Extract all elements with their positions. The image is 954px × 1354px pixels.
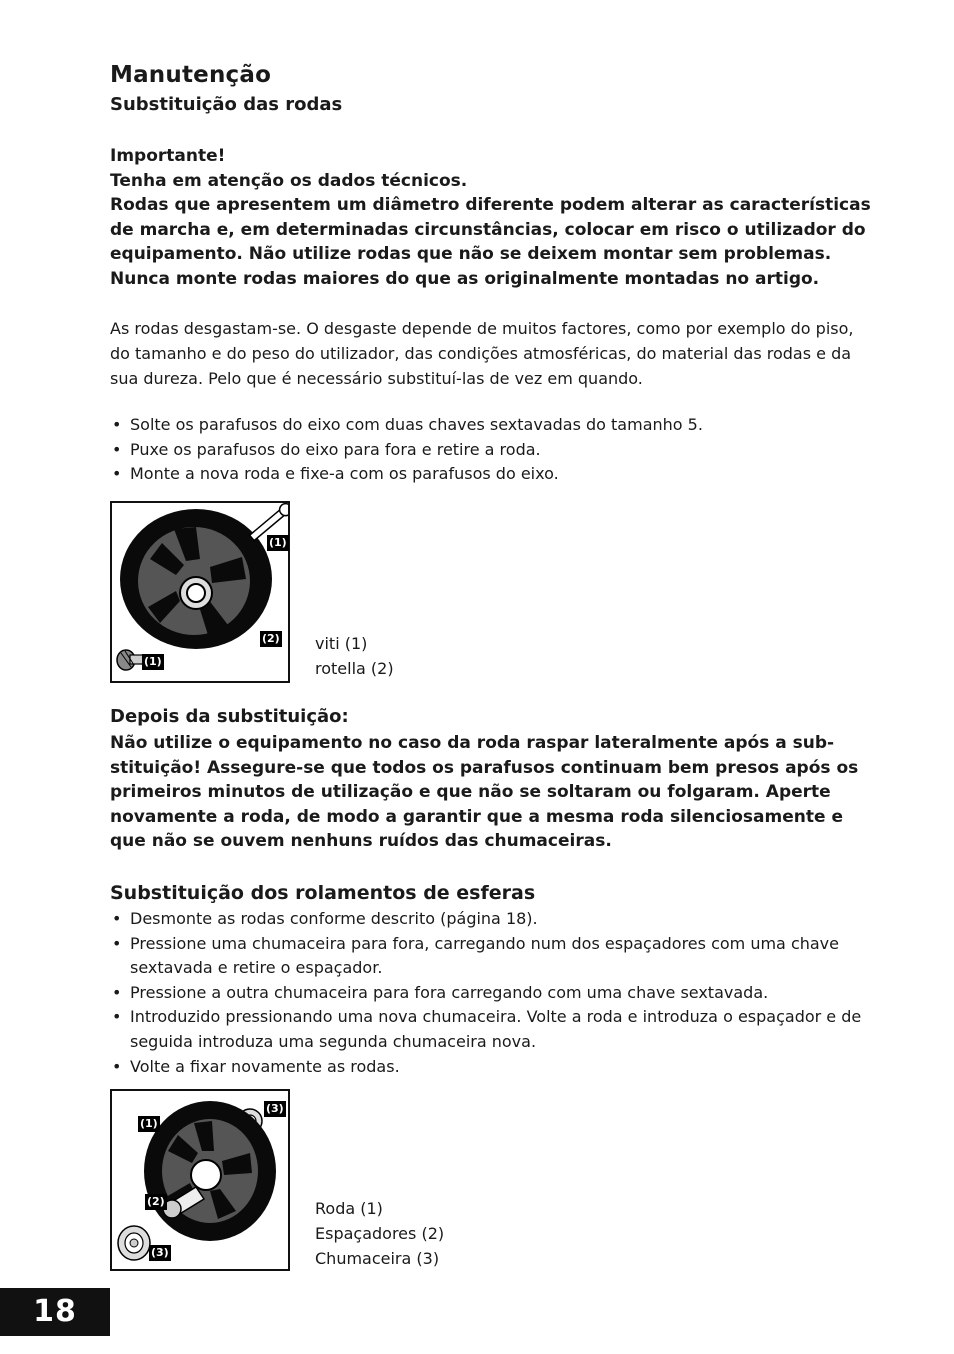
marker-1-label: (1) bbox=[269, 536, 287, 549]
caption-line: rotella (2) bbox=[315, 659, 394, 678]
section-heading-bearings: Substituição dos rolamentos de esferas bbox=[110, 882, 536, 904]
after-replacement-warning bbox=[110, 731, 900, 854]
important-line: Nunca monte rodas maiores do que as originalmente montadas no artigo. bbox=[110, 268, 820, 289]
intro-line: As rodas desgastam-se. O desgaste depende de muitos factores, como por exemplo do piso, bbox=[110, 319, 854, 338]
list-item bbox=[110, 932, 861, 981]
list-item-line: Introduzido pressionando uma nova chumaceira. Volte a roda e introduza o espaçador e de bbox=[130, 1007, 862, 1027]
figure2-caption bbox=[315, 1196, 444, 1271]
list-item bbox=[110, 907, 861, 932]
important-line: Importante! bbox=[110, 146, 226, 166]
warning-line: primeiros minutos de utilização e que não se soltaram ou folgaram. Aperte bbox=[110, 782, 831, 803]
page-number: 18 bbox=[0, 1288, 110, 1336]
intro-line: sua dureza. Pelo que é necessário substituí-las de vez em quando. bbox=[110, 369, 643, 388]
marker-1-label: (1) bbox=[144, 655, 162, 668]
list-item bbox=[110, 981, 861, 1006]
list-item bbox=[110, 1005, 861, 1054]
marker-3-label: (3) bbox=[151, 1246, 169, 1259]
bearing-steps-list bbox=[110, 907, 861, 1079]
marker-2-label: (2) bbox=[147, 1195, 165, 1208]
important-line: Rodas que apresentem um diâmetro diferente podem alterar as características bbox=[110, 195, 871, 216]
intro-line: do tamanho e do peso do utilizador, das condições atmosféricas, do material das rodas e da bbox=[110, 344, 852, 363]
wheel-steps-list bbox=[110, 413, 703, 487]
warning-line: stituição! Assegure-se que todos os parafusos continuam bem presos após os bbox=[110, 757, 859, 778]
warning-line: Não utilize o equipamento no caso da roda raspar lateralmente após a sub- bbox=[110, 733, 835, 753]
list-item-line: Volte a fixar novamente as rodas. bbox=[130, 1056, 400, 1076]
wheel-illustration bbox=[112, 503, 288, 681]
bearing-figure bbox=[110, 1089, 290, 1271]
list-item-line: seguida introduza uma segunda chumaceira nova. bbox=[130, 1031, 537, 1051]
wheel-figure bbox=[110, 501, 290, 683]
list-item: • Solte os parafusos do eixo com duas chaves sextavadas do tamanho 5. bbox=[110, 413, 703, 438]
figure1-caption bbox=[315, 631, 394, 681]
important-line: de marcha e, em determinadas circunstâncias, colocar em risco o utilizador do bbox=[110, 219, 866, 240]
list-item bbox=[110, 1055, 861, 1080]
caption-line: Espaçadores (2) bbox=[315, 1224, 445, 1243]
warning-line: novamente a roda, de modo a garantir que a mesma roda silenciosamente e bbox=[110, 806, 843, 827]
important-notice bbox=[110, 144, 900, 292]
section-heading-wheel-replacement: Substituição das rodas bbox=[110, 94, 343, 115]
list-item-line: Desmonte as rodas conforme descrito (página 18). bbox=[130, 909, 538, 928]
caption-line: viti (1) bbox=[315, 634, 368, 653]
list-item-line: sextavada e retire o espaçador. bbox=[130, 958, 383, 978]
caption-line: Chumaceira (3) bbox=[315, 1249, 440, 1268]
marker-3-label: (3) bbox=[266, 1102, 284, 1115]
list-item-line: Pressione uma chumaceira para fora, carregando num dos espaçadores com uma chave bbox=[130, 933, 839, 953]
section-heading-after-replacement: Depois da substituição: bbox=[110, 706, 349, 727]
page-title: Manutenção bbox=[110, 62, 272, 88]
marker-1-label: (1) bbox=[140, 1117, 158, 1130]
warning-line: que não se ouvem nenhuns ruídos das chumaceiras. bbox=[110, 831, 612, 852]
important-line: Tenha em atenção os dados técnicos. bbox=[110, 170, 468, 191]
intro-paragraph bbox=[110, 316, 900, 391]
list-item: • Monte a nova roda e fixe-a com os parafusos do eixo. bbox=[110, 462, 703, 487]
list-item-line: Pressione a outra chumaceira para fora carregando com uma chave sextavada. bbox=[130, 982, 769, 1002]
caption-line: Roda (1) bbox=[315, 1199, 383, 1218]
important-line: equipamento. Não utilize rodas que não se deixem montar sem problemas. bbox=[110, 244, 832, 265]
marker-2-label: (2) bbox=[262, 632, 280, 645]
list-item: • Puxe os parafusos do eixo para fora e retire a roda. bbox=[110, 438, 703, 463]
